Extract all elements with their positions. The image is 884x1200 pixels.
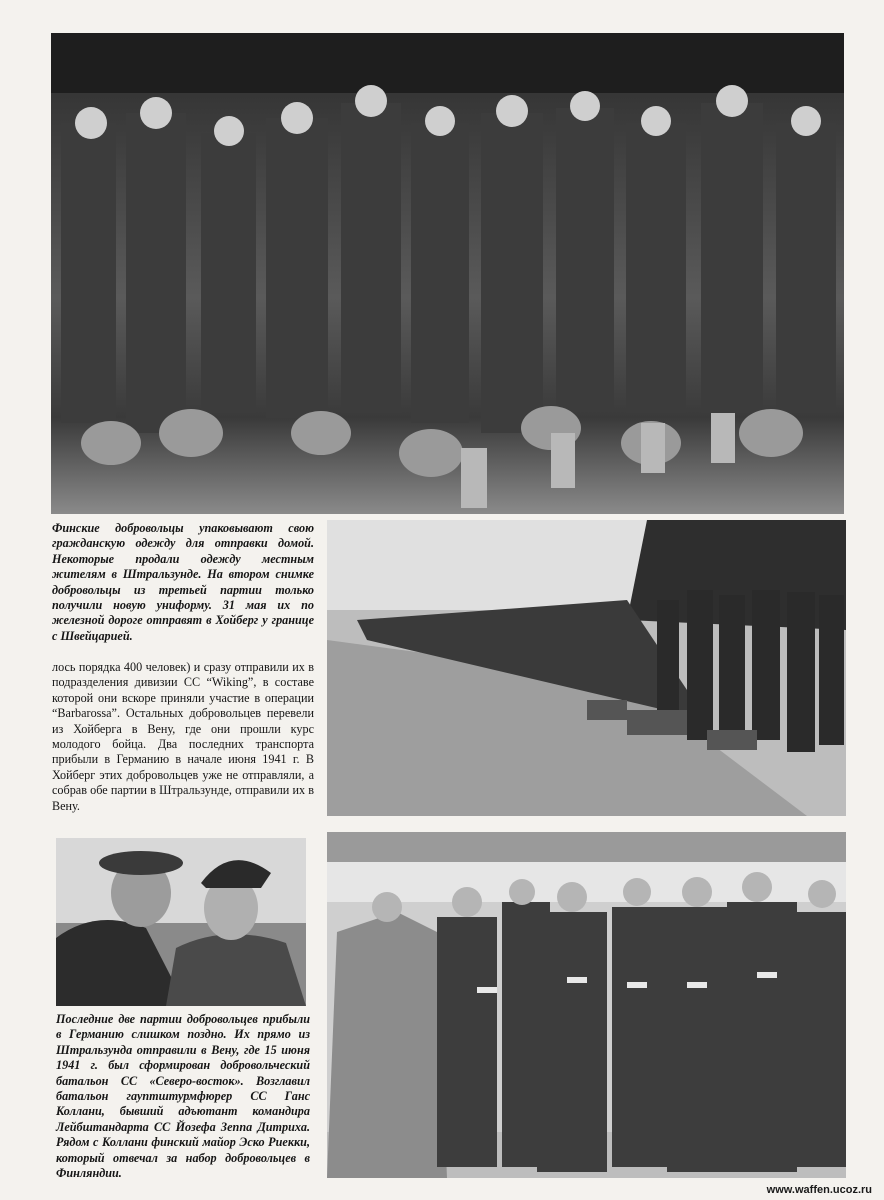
- column-of-soldiers-on-road-photo: [327, 520, 846, 816]
- photo-caption-volunteers-packing: Финские добровольцы упаковывают свою гражданскую одежду для отправки домой. Некоторые продали одежду местным жителям в Штральзунде. На втором снимке добровольцы из третьей партии только получили новую униформу. 31 мая их по железной дороге отправят в Хойберг у границе с Швейцарией.: [52, 521, 314, 643]
- site-watermark: www.waffen.ucoz.ru: [766, 1184, 872, 1196]
- photo-caption-last-batches: Последние две партии добровольцев прибыли в Германию слишком поздно. Их прямо из Штральзунда отправили в Вену, где 15 июня 1941 г. был сформирован добровольческий батальон СС «Северо-восток». Возглавил батальон гауптштурмфюрер СС Ганс Коллани, бывший адъютант командира Лейбштандарта СС Йозефа Зеппа Дитриха. Рядом с Коллани финский майор Эско Риекки, который отвечал за набор добровольцев в Финляндии.: [56, 1012, 310, 1181]
- soldiers-with-gear-photo: [51, 33, 844, 514]
- article-body-paragraph: лось порядка 400 человек) и сразу отправили их в подразделения дивизии СС “Wiking”, в составе которой они вскоре приняли участие в операции “Barbarossa”. Остальных добровольцев перевели из Хойберга в Вену, где они прошли курс молодого бойца. Два последних транспорта прибыли в Германию в начале июня 1941 г. В Хойберг этих добровольцев уже не отправляли, а собрав обе партии в Штральзунде, отправили их в Вену.: [52, 660, 314, 813]
- group-of-soldiers-with-civilians-photo: [327, 832, 846, 1178]
- portrait-two-men-photo: [56, 838, 306, 1006]
